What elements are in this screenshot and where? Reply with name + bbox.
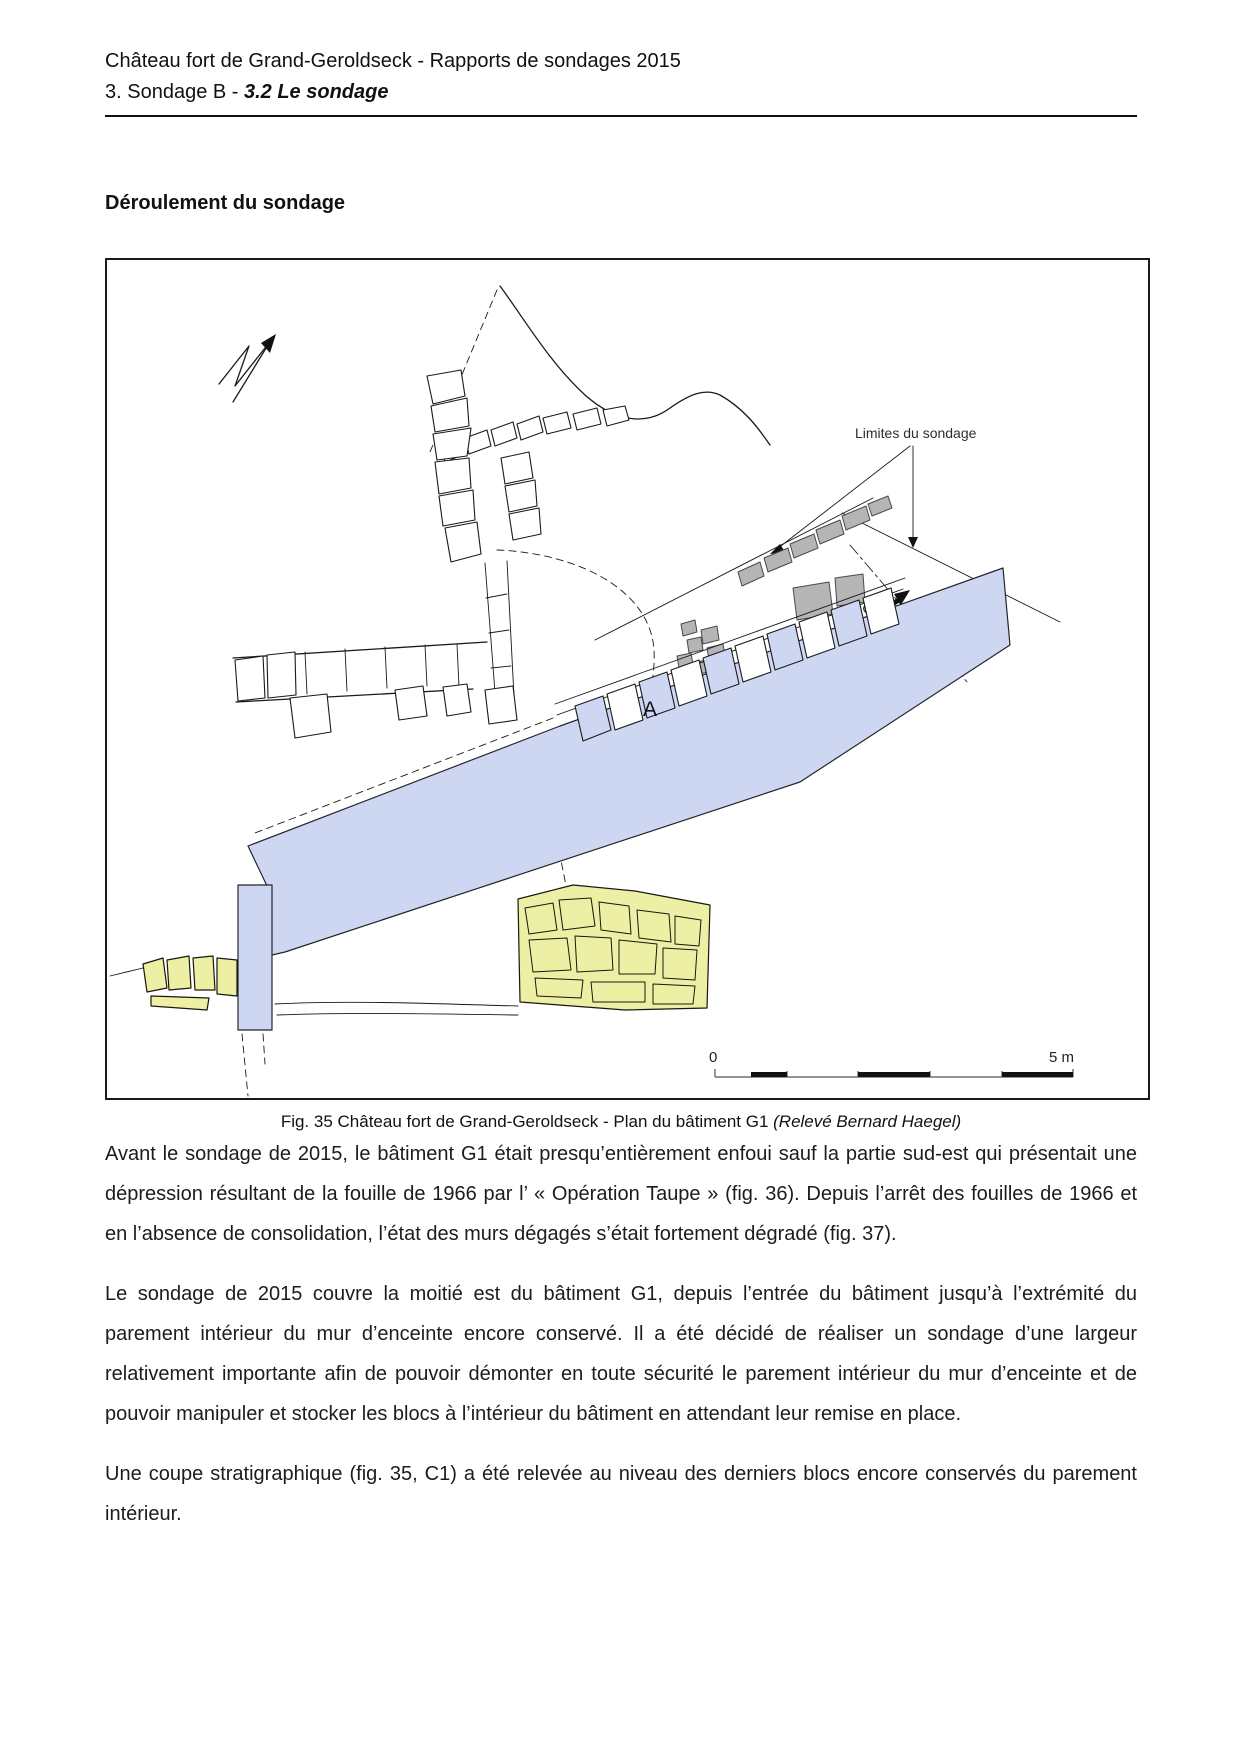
section-heading: Déroulement du sondage (105, 192, 346, 214)
caption-credit: (Relevé Bernard Haegel) (773, 1112, 962, 1131)
document-section (105, 77, 1137, 108)
paragraph: Le sondage de 2015 couvre la moitié est du bâtiment G1, depuis l’entrée du bâtiment jusqu’à l’extrémité du parement intérieur du mur d’enceinte encore conservé. Il a été décidé de réaliser un sondage d’une largeur relativement importante afin de pouvoir démonter en toute sécurité le parement intérieur du mur d’enceinte et de pouvoir manipuler et stocker les blocs à l’intérieur du bâtiment en attendant leur remise en place. (105, 1283, 1137, 1425)
section-emphasis: 3.2 Le sondage (243, 81, 389, 103)
sondage-trench-extension (238, 885, 272, 1030)
paragraph: Une coupe stratigraphique (fig. 35, C1) a été relevée au niveau des derniers blocs encore conservés du parement intérieur. (105, 1463, 1137, 1525)
body-text (105, 1134, 1137, 1554)
scale-five-label: 5 m (1049, 1049, 1075, 1066)
plan-drawing (105, 258, 1150, 1100)
figure-caption (105, 1112, 1137, 1132)
limites-label: Limites du sondage (855, 425, 977, 441)
document-title: Château fort de Grand-Geroldseck - Rapports de sondages 2015 (105, 50, 681, 72)
page-header (105, 46, 1137, 117)
figure-35-plan (105, 258, 1150, 1100)
paragraph: Avant le sondage de 2015, le bâtiment G1 était presqu’entièrement enfoui sauf la partie sud-est qui présentait une dépression résultant de la fouille de 1966 par l’ « Opération Taupe » (fig. 36). Depuis l’arrêt des fouilles de 1966 et en l’absence de consolidation, l’état des murs dégagés s’était fortement dégradé (fig. 37). (105, 1143, 1137, 1245)
caption-text: Fig. 35 Château fort de Grand-Geroldseck - Plan du bâtiment G1 (280, 1112, 774, 1131)
section-prefix: 3. Sondage B - (105, 81, 244, 103)
scale-zero-label: 0 (709, 1049, 718, 1066)
room-label-a: A (643, 698, 658, 721)
